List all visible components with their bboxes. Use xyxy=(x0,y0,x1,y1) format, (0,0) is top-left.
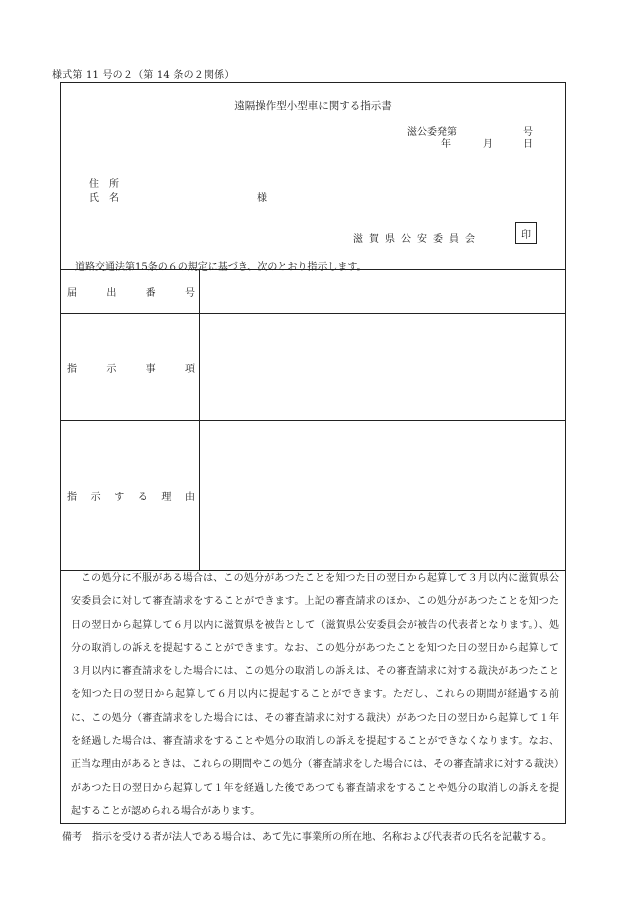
row-label-char: 理 xyxy=(161,492,172,503)
row-label-char: 出 xyxy=(106,288,117,299)
form-caption: 様式第 11 号の２（第 14 条の２関係） xyxy=(52,70,235,81)
row-value-reason xyxy=(200,421,566,571)
row-label-char: 示 xyxy=(90,492,101,503)
table-row xyxy=(61,314,566,421)
date-year-label: 年 xyxy=(441,139,451,150)
issuer-name: 滋賀県公安委員会 xyxy=(353,234,481,245)
row-label-char: す xyxy=(114,492,125,503)
row-label-char: 指 xyxy=(67,492,77,503)
row-label-char: 示 xyxy=(106,363,117,375)
row-label-char: 事 xyxy=(145,363,156,375)
row-label-char: 号 xyxy=(184,288,195,299)
row-value-notification-number xyxy=(200,270,566,314)
honorific: 様 xyxy=(257,193,267,204)
row-label-char: 番 xyxy=(145,288,156,299)
row-label-reason xyxy=(61,421,200,571)
address-label: 住 所 xyxy=(89,179,119,190)
appeal-notice: この処分に不服がある場合は、この処分があつたことを知つた日の翌日から起算して３月以内に滋賀県公安委員会に対して審査請求をすることができます。上記の審査請求のほか、この処分があつたことを知つた日の翌日から起算して６月以内に滋賀県を被告として（滋賀県公安委員会が被告の代表者となります。）、処分の取消しの訴えを提起することができます。なお、この処分があつたことを知つた日の翌日から起算して３月以内に審査請求をした場合には、この処分の取消しの訴えは、その審査請求に対する裁決があつたことを知つた日の翌日から起算して６月以内に提起することができます。ただし、これらの期間が経過する前に、この処分（審査請求をした場合には、その審査請求に対する裁決）があつた日の翌日から起算して１年を経過した場合は、審査請求をすることや処分の取消しの訴えを提起することができなくなります。なお、正当な理由があるときは、これらの期間やこの処分（審査請求をした場合には、その審査請求に対する裁決）があつた日の翌日から起算して１年を経過した後であつても審査請求をすることや処分の取消しの訴えを提起することが認められる場合があります。 xyxy=(71,573,559,817)
issue-number-suffix: 号 xyxy=(523,127,533,138)
row-label-text xyxy=(61,488,199,503)
remark-note: 備考 指示を受ける者が法人である場合は、あて先に事業所の所在地、名称および代表者の氏名を記載する。 xyxy=(62,832,552,843)
instruction-form xyxy=(60,82,566,824)
table-row xyxy=(61,270,566,314)
instruction-table xyxy=(60,269,566,571)
row-label-notification-number xyxy=(61,270,200,314)
document-title: 遠隔操作型小型車に関する指示書 xyxy=(234,100,392,112)
name-label: 氏 名 xyxy=(89,193,119,204)
legal-basis-text: 道路交通法第15条の６の規定に基づき、次のとおり指示します。 xyxy=(75,262,367,273)
row-value-instructions xyxy=(200,314,566,421)
row-label-instructions xyxy=(61,314,200,421)
row-label-text xyxy=(61,360,199,375)
row-label-text xyxy=(61,284,199,299)
row-label-char: 届 xyxy=(67,288,77,299)
seal-label: 印 xyxy=(521,229,531,241)
row-label-char: る xyxy=(137,492,148,503)
date-day-label: 日 xyxy=(523,139,533,150)
row-label-char: 指 xyxy=(67,363,77,375)
row-label-char: 由 xyxy=(184,492,195,503)
seal-box xyxy=(515,222,537,244)
row-label-char: 項 xyxy=(184,363,195,375)
table-row xyxy=(61,421,566,571)
issue-number-prefix: 滋公委発第 xyxy=(407,127,457,138)
date-month-label: 月 xyxy=(483,139,493,150)
